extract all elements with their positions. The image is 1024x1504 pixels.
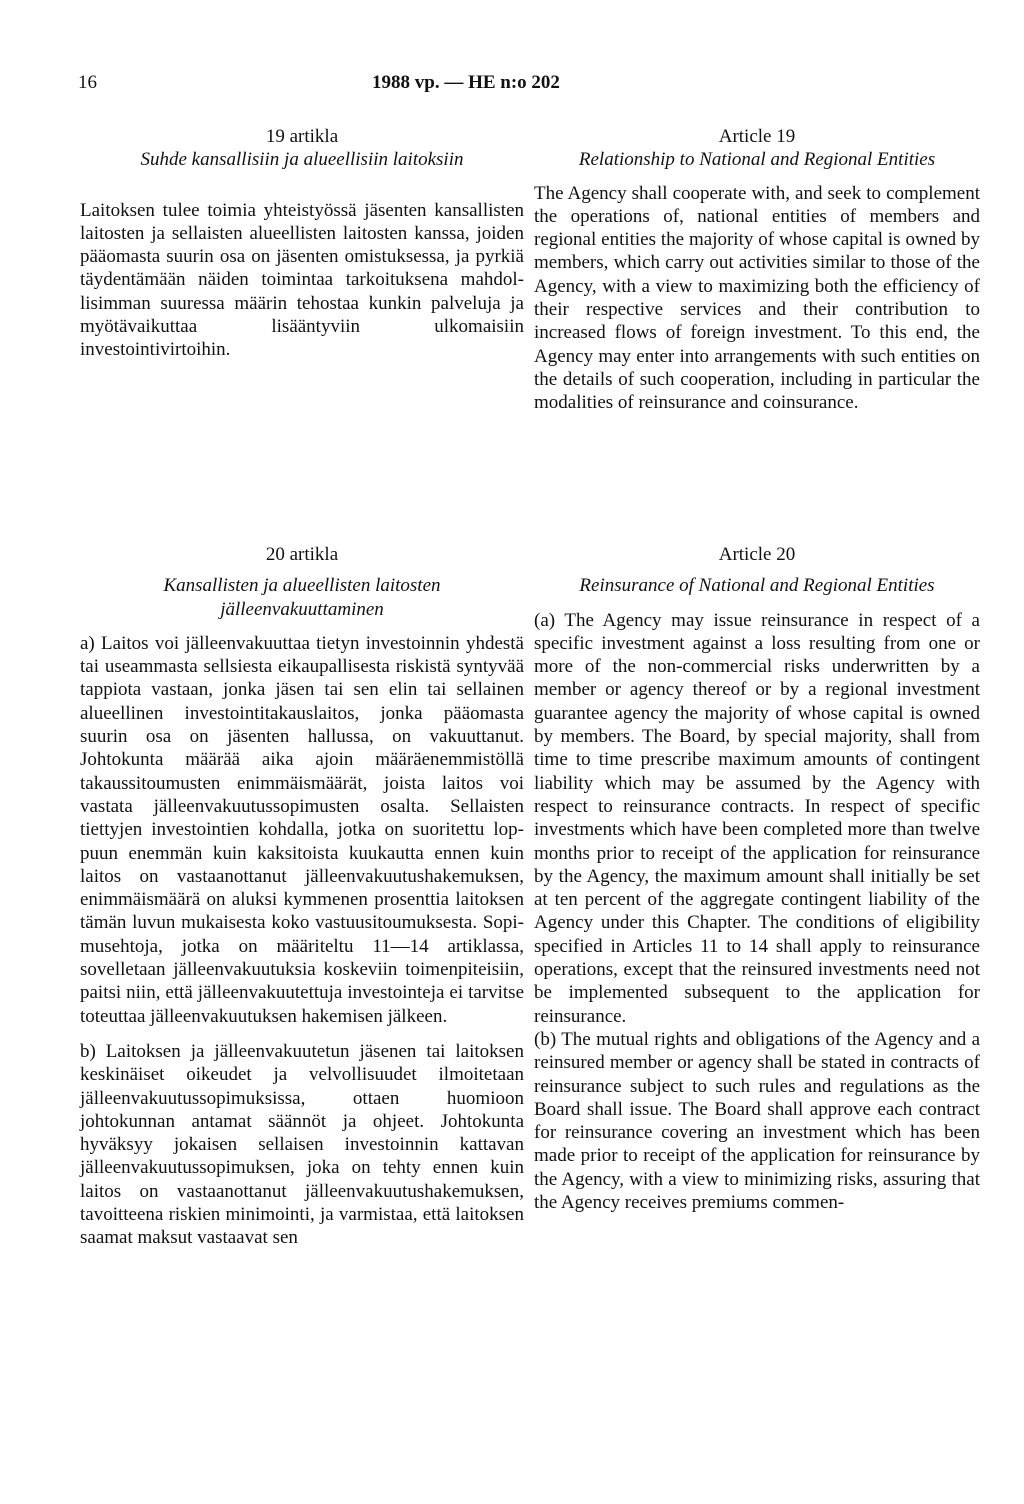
right-article-19: [534, 125, 980, 415]
left-article-20: [80, 543, 524, 1250]
running-head: 1988 vp. — HE n:o 202: [372, 72, 560, 93]
left-article-19: [80, 125, 524, 362]
article-number: 20 artikla: [265, 544, 339, 565]
paragraph: a) Laitos voi jälleenvakuuttaa tietyn investoinnin yhdestä tai useammasta sellsiesta eikaupallisesta riskistä syntyvää tappiota vastaan, jonka jäsen tai sen elin tai sellainen alueellinen investointitakauslaitos, jonka pääomasta suurin osa on jäsenten hallussa, on vakuuttanut. Johtokunta määrää aika ajoin määräenemmistöllä takaussitoumusten enimmäismäärät, joista laitos voi vastata jälleenvakuutussopimusten osalta. Sellaisten tiettyjen investointien kohdalla, jotka on suoritettu loppuun enemmän kuin kaksitoista kuukautta ennen kuin laitos on vastaanottanut jälleenvakuutushakemuksen, enimmäismäärä on aluksi kymmenen prosenttia laitoksen tämän luvun mukaisesta koko vastuusitoumuksesta. Sopimusehtoja, jotka on määriteltu 11—14 artiklassa, sovelletaan jälleenvakuutuksia koskeviin toimenpiteisiin, paitsi niin, että jälleenvakuutettuja investointeja ei tarvitse toteuttaa jälleenvakuutuksen hakemisen jälkeen.: [80, 632, 524, 1027]
paragraph: b) Laitoksen ja jälleenvakuutetun jäsenen tai laitoksen keskinäiset oikeudet ja velvollisuudet ilmoitetaan jälleenvakuutussopimuksissa, ottaen huomioon johtokunnan antamat säännöt ja ohjeet. Johtokunta hyväksyy jokaisen sellaisen investoinnin kattavan jälleenvakuutussopimuksen, joka on tehty ennen kuin laitos on vastaanottanut jälleenvakuutushakemuksen, tavoitteena riskien minimointi, ja varmistaa, että laitoksen saamat maksut vastaavat sen: [80, 1040, 524, 1249]
article-heading: [80, 125, 524, 172]
page-number: 16: [78, 72, 97, 93]
paragraph: The Agency shall cooperate with, and seek to complement the operations of, national entities of members and regional entities the majority of whose capital is owned by members, which carry out activities similar to those of the Agency, with a view to maximizing both the efficiency of their respective services and their contribution to increased flows of foreign investment. To this end, the Agency may enter into arrangements with such entities on the details of such cooperation, including in particular the modalities of reinsurance and coinsurance.: [534, 182, 980, 414]
paragraph: Laitoksen tulee toimia yhteistyössä jäsenten kansallisten laitosten ja sellaisten alueellisten laitosten kanssa, joiden pääomasta suurin osa on jäsenten omistuksessa, ja pyrkiä täydentämään näiden toimintaa tarkoituksena mahdollisimman suuressa määrin tehostaa kunkin palveluja ja myötävaikuttaa lisääntyviin ulkomaisiin investointivirtoihin.: [80, 199, 524, 361]
right-article-20: [534, 543, 980, 1214]
article-title: Suhde kansallisiin ja alueellisiin laitoksiin: [140, 149, 464, 171]
article-title: Relationship to National and Regional Entities: [578, 149, 936, 171]
article-heading: [80, 543, 524, 621]
article-number: Article 19: [718, 126, 796, 147]
paragraph: (a) The Agency may issue reinsurance in respect of a specific investment against a loss resulting from one or more of the non-commercial risks underwritten by a member or agency thereof or by a regional investment guarantee agency the majority of whose capital is owned by members. The Board, by special majority, shall from time to time prescribe maximum amounts of contingent liability which may be assumed by the Agency with respect to reinsurance contracts. In respect of specific investments which have been completed more than twelve months prior to receipt of the application for reinsurance by the Agency, the maximum amount shall initially be set at ten percent of the aggregate contingent liability of the Agency under this Chapter. The conditions of eligibility specified in Articles 11 to 14 shall apply to reinsurance operations, except that the reinsured investments need not be implemented subsequent to the application for reinsurance.: [534, 609, 980, 1027]
article-title: Kansallisten ja alueellisten laitosten jälleenvakuuttaminen: [163, 575, 441, 620]
article-number: 19 artikla: [265, 126, 339, 147]
paragraph: (b) The mutual rights and obligations of the Agency and a reinsured member or agency shall be stated in contracts of reinsurance subject to such rules and regulations as the Board shall issue. The Board shall approve each contract for reinsurance covering an investment which has been made prior to receipt of the application for reinsurance by the Agency, with a view to minimizing risks, assuring that the Agency receives premiums commen-: [534, 1028, 980, 1214]
article-number: Article 20: [718, 544, 796, 565]
article-heading: [534, 125, 980, 172]
article-title: Reinsurance of National and Regional Entities: [579, 575, 935, 597]
article-heading: [534, 543, 980, 598]
